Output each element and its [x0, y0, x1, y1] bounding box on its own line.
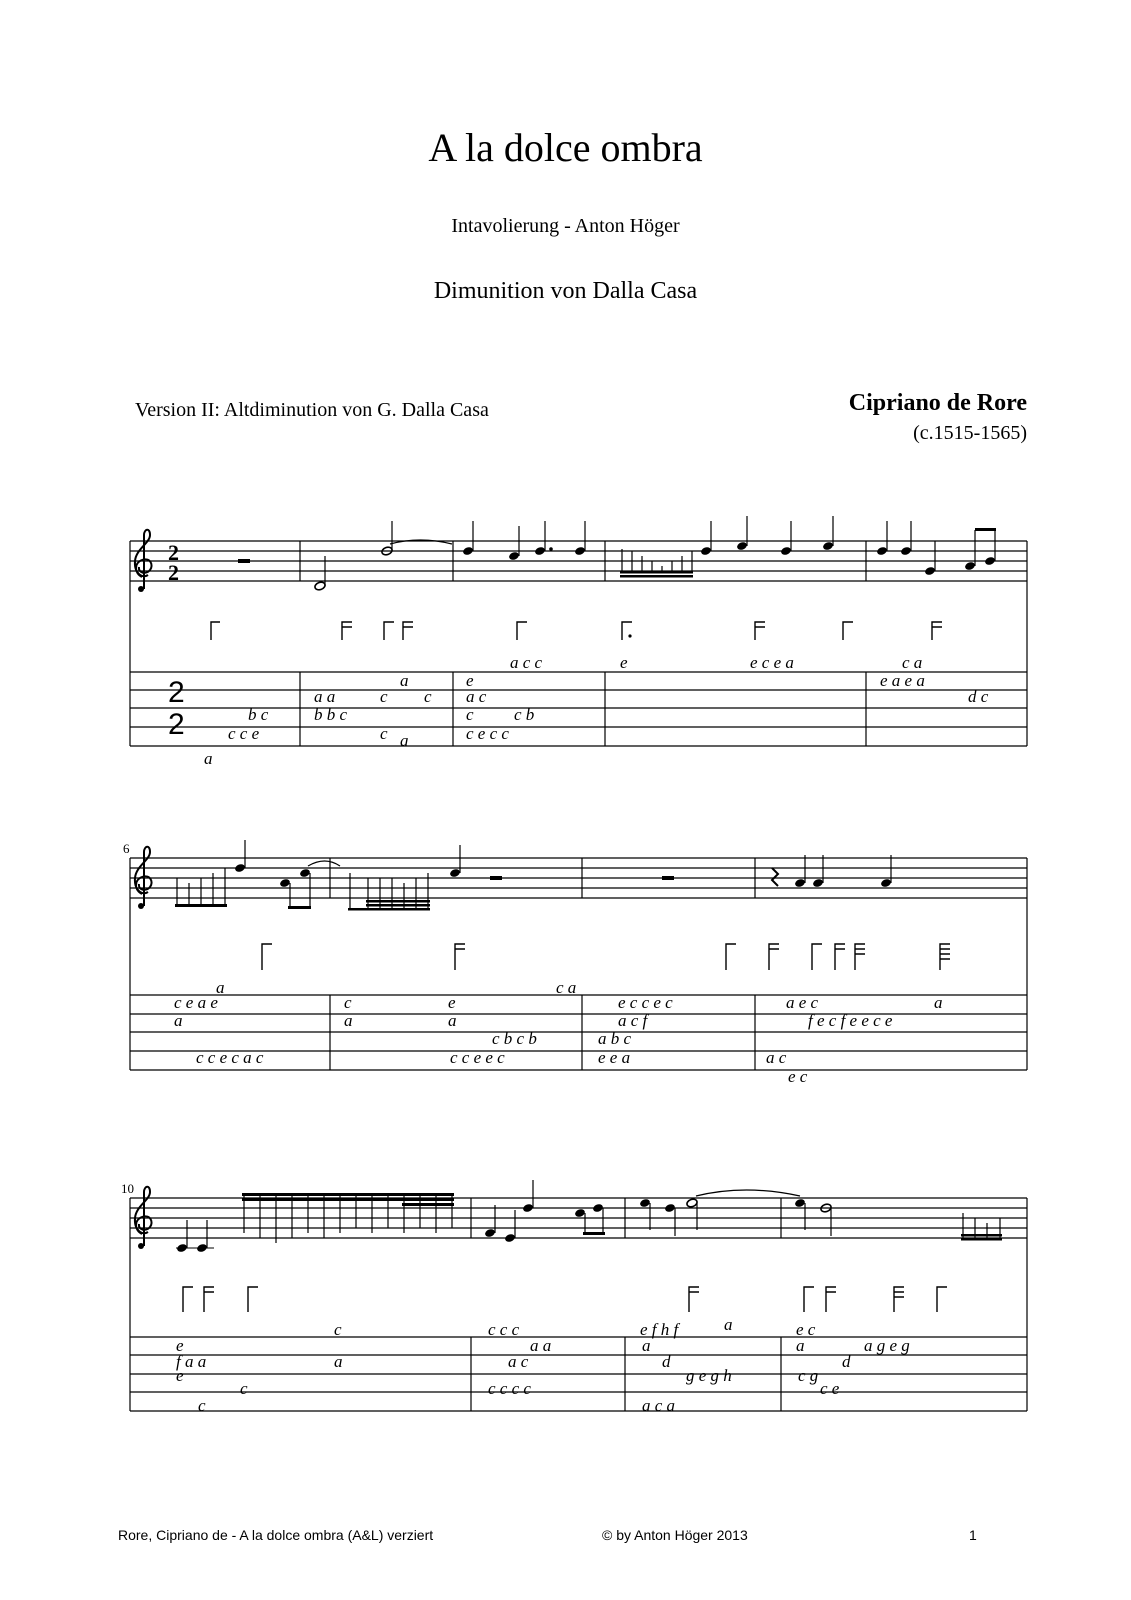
tab-s1-l4-1: c c e: [228, 724, 260, 743]
tab-s1-above-2: e: [620, 653, 628, 672]
tab-s3-l2-1: f a a: [176, 1352, 207, 1371]
tab-s1-l2-1: a a: [314, 687, 336, 706]
svg-text:2: 2: [168, 560, 179, 585]
tab-s2-l2-1: a: [174, 1011, 183, 1030]
svg-text:2: 2: [168, 708, 185, 741]
tab-s2-l3-2: a b c: [598, 1029, 632, 1048]
tab-s1-above-1: a c c: [510, 653, 543, 672]
tab-s2-l1-3: e: [448, 993, 456, 1012]
tab-s1-l4-2: c: [380, 724, 388, 743]
version-note: Version II: Altdiminution von G. Dalla Casa: [135, 399, 489, 421]
tab-s1-l4-3: c e c c: [466, 724, 509, 743]
system-2: [123, 840, 1027, 1070]
tab-s3-l4-2: c c c c: [488, 1379, 531, 1398]
tab-s3-below-3: c e: [820, 1379, 840, 1398]
tab-s3-l4-4: c g: [798, 1366, 819, 1385]
tab-s2-l2-4: a c f: [618, 1011, 648, 1030]
tab-s3-l2-6: a: [796, 1336, 805, 1355]
tab-s2-l1-1: c e a e: [174, 993, 218, 1012]
tab-s1-below-1: a: [204, 749, 213, 768]
tab-s3-l1-4: a: [724, 1315, 733, 1334]
tab-s3-l3-2: d: [662, 1352, 671, 1371]
tab-s2-l2-2: a: [344, 1011, 353, 1030]
tab-s1-l2-2: c: [380, 687, 388, 706]
svg-text:2: 2: [168, 676, 185, 709]
tab-s2-l2-3: a: [448, 1011, 457, 1030]
tab-s3-l1-6: e c: [796, 1320, 816, 1339]
measure-number-6: 6: [123, 841, 130, 856]
tab-s2-above-a: a: [216, 978, 225, 997]
tab-s1-below-2: a: [400, 731, 409, 750]
tab-s3-below-1: c: [198, 1396, 206, 1415]
tab-s3-l4-1: c: [240, 1379, 248, 1398]
composer-dates: (c.1515-1565): [913, 422, 1027, 444]
tab-s2-l3-1: c b c b: [492, 1029, 537, 1048]
tab-s2-l2-5: f e c f e e c e: [808, 1011, 893, 1030]
footer-page-number: 1: [969, 1527, 977, 1543]
piece-title: A la dolce ombra: [428, 125, 703, 170]
tab-s2-l4-4: a c: [766, 1048, 787, 1067]
tab-s3-l2-5: a: [642, 1336, 651, 1355]
tab-s1-l3-1: b c: [248, 705, 269, 724]
measure-number-10: 10: [121, 1181, 134, 1196]
tab-s2-l1-2: c: [344, 993, 352, 1012]
tab-s2-l4-3: e e a: [598, 1048, 631, 1067]
tab-s3-l2-4: a c: [508, 1352, 529, 1371]
svg-text:2: 2: [168, 540, 179, 565]
tab-s1-l3-2: b b c: [314, 705, 348, 724]
tablature-letters: [174, 653, 989, 1415]
footer-document-name: Rore, Cipriano de - A la dolce ombra (A&L) verziert: [118, 1527, 434, 1543]
tab-s1-above-3: e c e a: [750, 653, 794, 672]
tab-s1-l2-3: c: [424, 687, 432, 706]
tab-s3-below-2: a c a: [642, 1396, 676, 1415]
tab-s1-above-4: c a: [902, 653, 923, 672]
tab-s2-l4-1: c c e c a c: [196, 1048, 264, 1067]
tab-s3-l1-1: e: [176, 1336, 184, 1355]
footer-copyright: © by Anton Höger 2013: [602, 1527, 748, 1543]
tab-s3-l3-3: d: [842, 1352, 851, 1371]
tab-s2-l1-6: a e c: [786, 993, 819, 1012]
tab-s1-l1-2: e: [466, 671, 474, 690]
tab-s2-l1-7: a: [934, 993, 943, 1012]
tab-s3-l1-3: c c c: [488, 1320, 520, 1339]
system-3: [121, 1180, 1027, 1411]
tab-s3-l1-7: a g e g: [864, 1336, 910, 1355]
tab-s3-l3-1: e: [176, 1366, 184, 1385]
tab-s1-l2-5: d c: [968, 687, 989, 706]
tab-s1-l2-4: a c: [466, 687, 487, 706]
tab-s1-l3-3: c: [466, 705, 474, 724]
tab-s3-l4-3: g e g h: [686, 1366, 732, 1385]
tab-s3-l2-3: a a: [530, 1336, 552, 1355]
tab-s3-l1-5: e f h f: [640, 1320, 679, 1339]
tab-s1-l1-1: a: [400, 671, 409, 690]
arranger-line: Intavolierung - Anton Höger: [451, 215, 680, 237]
tab-s1-l3-4: c b: [514, 705, 535, 724]
tab-s2-l1-4: c a: [556, 978, 577, 997]
tab-s2-l4-2: c c e e c: [450, 1048, 505, 1067]
tab-s2-l1-5: e c c e c: [618, 993, 673, 1012]
tab-s3-l2-2: a: [334, 1352, 343, 1371]
tab-s2-below-1: e c: [788, 1067, 808, 1086]
tab-s1-l1-3: e a e a: [880, 671, 925, 690]
diminution-line: Dimunition von Dalla Casa: [433, 278, 698, 304]
composer-name: Cipriano de Rore: [848, 390, 1027, 416]
tab-s3-l1-2: c: [334, 1320, 342, 1339]
